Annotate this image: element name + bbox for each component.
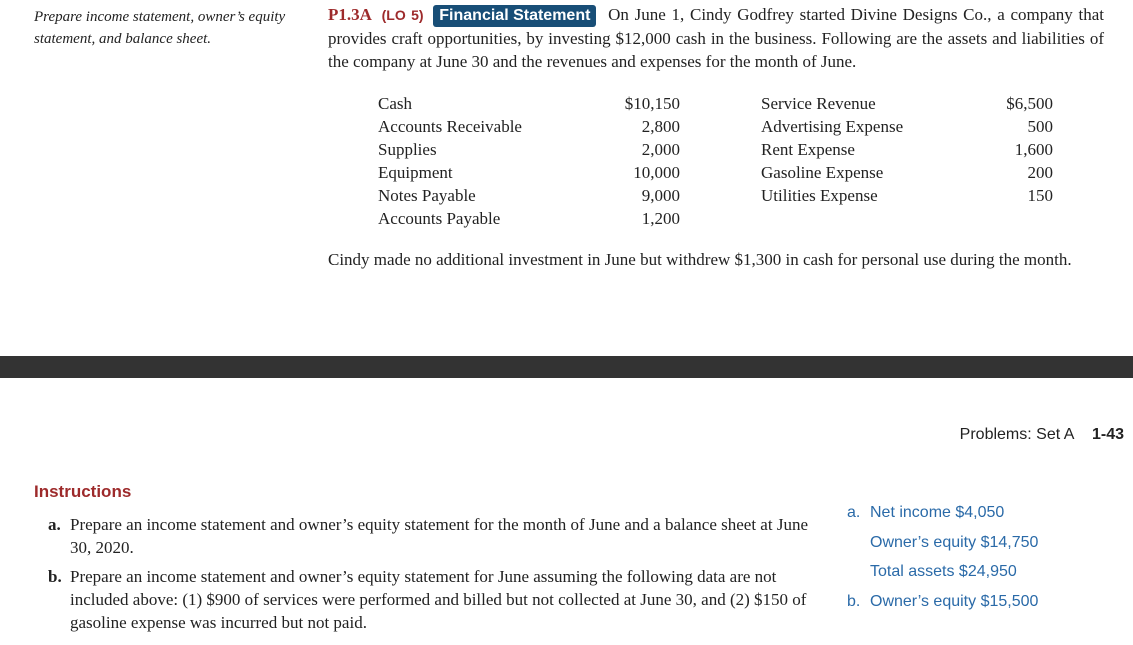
learning-objective-tag: (LO 5) [381,7,424,23]
account-amount: 500 [1027,117,1053,136]
account-name: Advertising Expense [761,117,904,136]
account-amount: 9,000 [641,186,680,205]
instruction-letter: b. [48,567,62,586]
instructions-heading: Instructions [34,482,132,501]
account-name: Utilities Expense [761,186,878,205]
instruction-item [48,565,812,634]
instruction-letter: a. [48,515,61,534]
account-row [761,138,1053,161]
account-name: Service Revenue [761,94,876,113]
account-amount: 2,000 [641,140,680,159]
owners-equity-figure-b: Owner’s equity $15,500 [870,592,1039,610]
instruction-text: Prepare an income statement and owner’s equity statement for the month of June and a balance sheet at June 30, 2020. [70,515,808,557]
page-header [960,426,1124,444]
net-income-figure: Net income $4,050 [870,504,1005,521]
account-amount: $6,500 [1006,94,1053,113]
answer-a-owners-equity: Owner’s equity $14,750 [870,533,1039,551]
check-figures [847,498,1038,616]
problem-intro: On June 1, Cindy Godfrey started Divine Designs Co., a company that provides craft opportunities, by investing $12,000 cash in the business. Following are the assets and liabilities of the company at June 30 and the revenues and expenses for the month of June. [328,5,1104,71]
page-divider [0,356,1133,378]
problem-number: P1.3A [328,5,372,24]
account-row [378,184,680,207]
account-name: Rent Expense [761,140,855,159]
account-name: Notes Payable [378,186,476,205]
account-amount: 1,600 [1014,140,1053,159]
account-name: Gasoline Expense [761,163,884,182]
account-row [378,138,680,161]
account-row [761,161,1053,184]
account-row [378,115,680,138]
income-items-table [761,92,1053,207]
account-row [378,207,680,230]
answer-letter-a: a. [847,504,861,521]
withdrawal-note: Cindy made no additional investment in June but withdrew $1,300 in cash for personal use during the month. [328,250,1072,269]
page-number: 1-43 [1091,426,1124,443]
account-amount: 150 [1027,186,1053,205]
instruction-item [48,513,812,559]
answer-letter-b: b. [847,592,861,610]
sidebar-note: Prepare income statement, owner’s equity statement, and balance sheet. [34,9,286,47]
account-row [761,115,1053,138]
account-amount: 200 [1027,163,1053,182]
account-row [378,92,680,115]
instruction-text: Prepare an income statement and owner’s equity statement for June assuming the following data are not included above: (1) $900 of services were performed and billed but not collected at June 30, and (2) $150 of gasoline expense was incurred but not paid. [70,567,807,632]
problem-statement [328,3,1104,73]
answer-a-net-income [847,498,1038,528]
answer-b-owners-equity [847,587,1038,617]
balance-items-table [378,92,680,230]
account-amount: 2,800 [641,117,680,136]
account-amount: 1,200 [641,209,680,228]
account-row [378,161,680,184]
account-name: Accounts Receivable [378,117,522,136]
section-title: Problems: Set A [959,426,1074,443]
account-row [761,184,1053,207]
account-name: Supplies [378,140,437,159]
account-row [761,92,1053,115]
account-name: Accounts Payable [378,209,501,228]
financial-statement-badge: Financial Statement [433,5,596,27]
account-name: Equipment [378,163,453,182]
answer-a-total-assets: Total assets $24,950 [870,563,1017,580]
account-name: Cash [378,94,412,113]
account-amount: $10,150 [624,94,680,113]
account-amount: 10,000 [633,163,680,182]
